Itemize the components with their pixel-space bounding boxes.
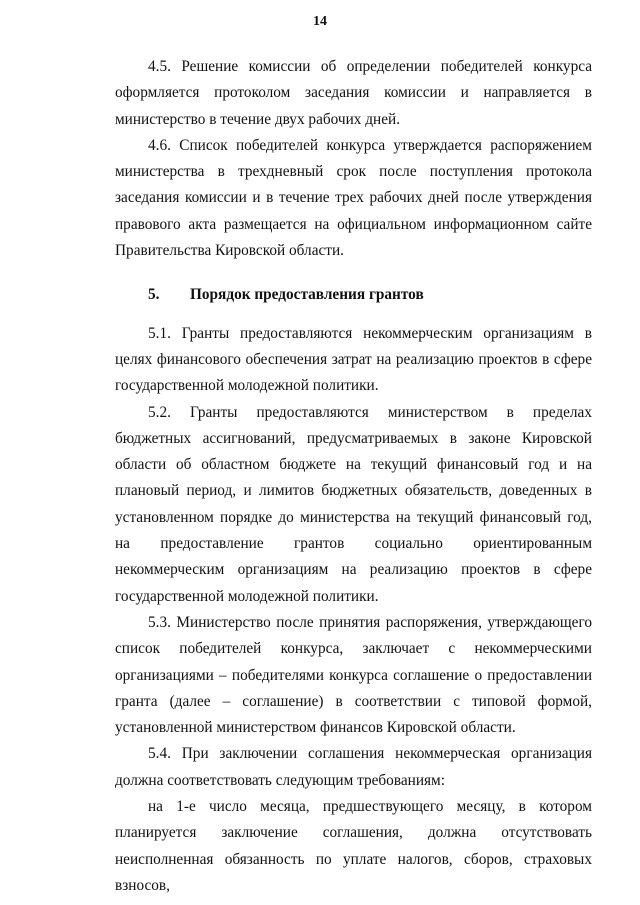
paragraph-requirement-1: на 1-е число месяца, предшествующего месяцу, в котором планируется заключение соглашения, должна отсутствовать неисполненная обязанность по уплате налогов, сборов, страховых взносов, [115,798,592,894]
paragraph-4-5: 4.5. Решение комиссии об определении победителей конкурса оформляется протоколом заседания комиссии и направляется в министерство в течение двух рабочих дней. [115,58,592,128]
document-body [115,54,592,899]
paragraph-5-3: 5.3. Министерство после принятия распоряжения, утверждающего список победителей конкурса, заключает с некоммерческими организациями – победителями конкурса соглашение о предоставлении гранта (далее – соглашение) в соответствии с типовой формой, установленной министерством финансов Кировской области. [115,613,592,737]
section-number: 5. [148,286,160,304]
section-heading [115,282,592,308]
paragraph-5-2: 5.2. Гранты предоставляются министерством в пределах бюджетных ассигнований, предусматриваемых в законе Кировской области об областном бюджете на текущий финансовый год и на плановый период, и лимитов бюджетных обязательств, доведенных в установленном порядке до министерства на текущий финансовый год, на предоставление грантов социально ориентированным некоммерческим организациям на реализацию проектов в сфере государственной молодежной политики. [115,403,592,605]
section-title: Порядок предоставления грантов [190,286,424,304]
paragraph-5-1: 5.1. Гранты предоставляются некоммерческим организациям в целях финансового обеспечения затрат на реализацию проектов в сфере государственной молодежной политики. [115,324,592,395]
paragraph-5-4: 5.4. При заключении соглашения некоммерческая организация должна соответствовать следующим требованиям: [115,745,592,789]
page-number: 14 [313,14,327,29]
paragraph-4-6: 4.6. Список победителей конкурса утверждается распоряжением министерства в трехдневный срок после поступления протокола заседания комиссии и в течение трех рабочих дней после утверждения правового акта размещается на официальном информационном сайте Правительства Кировской области. [115,136,592,260]
